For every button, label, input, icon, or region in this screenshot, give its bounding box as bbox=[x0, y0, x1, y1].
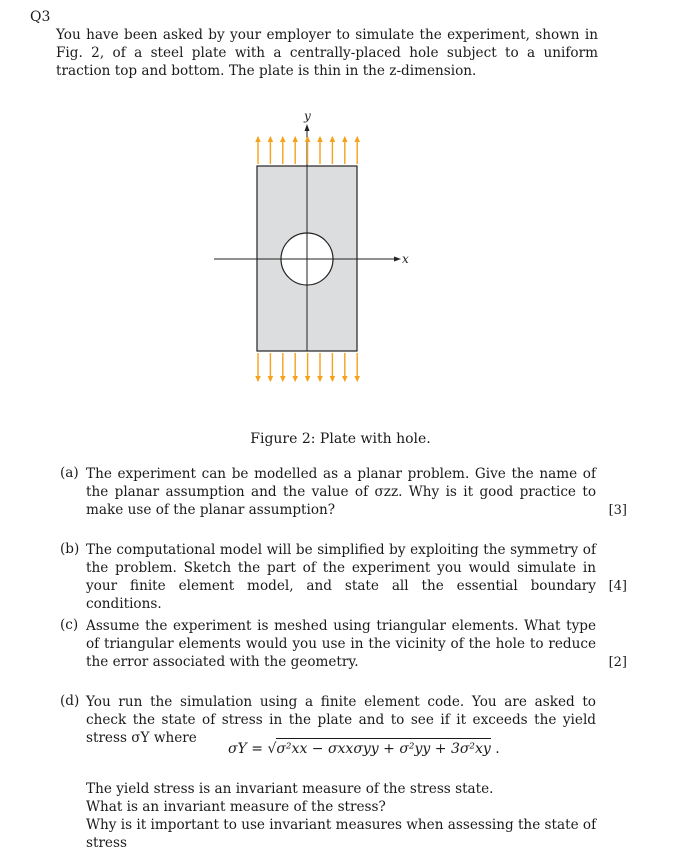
part-d-label: (d) bbox=[60, 693, 80, 709]
part-a-marks: [3] bbox=[608, 503, 627, 518]
top-traction-arrow-3 bbox=[280, 136, 286, 164]
bottom-traction-arrow-5 bbox=[305, 353, 311, 382]
top-traction-arrow-8 bbox=[342, 136, 348, 164]
plate-figure bbox=[200, 100, 440, 400]
bottom-traction-arrow-6 bbox=[317, 353, 323, 382]
part-c-text: Assume the experiment is meshed using triangular elements. What type of triangular elements would you use in the vicinity of the hole to reduce the error associated with the geometry. bbox=[86, 618, 596, 670]
top-traction-arrow-5 bbox=[305, 136, 311, 164]
part-b-marks: [4] bbox=[608, 579, 627, 594]
y-axis-arrowhead bbox=[305, 124, 310, 131]
bottom-traction-arrow-4 bbox=[292, 353, 298, 382]
top-traction-arrows bbox=[255, 136, 360, 164]
part-d bbox=[60, 693, 635, 746]
yield-equation: σY = √σ²xx − σxxσyy + σ²yy + 3σ²xy . bbox=[228, 738, 500, 757]
y-axis-label: y bbox=[304, 109, 311, 123]
bottom-traction-arrow-7 bbox=[330, 353, 336, 382]
part-a-text: The experiment can be modelled as a planar problem. Give the name of the planar assumption and the value of σzz. Why is it good practice to make use of the planar assumption? bbox=[86, 466, 596, 518]
top-traction-arrow-9 bbox=[354, 136, 360, 164]
bottom-traction-arrows bbox=[255, 353, 360, 382]
top-traction-arrow-1 bbox=[255, 136, 261, 164]
top-traction-arrow-4 bbox=[292, 136, 298, 164]
bottom-traction-arrow-2 bbox=[268, 353, 274, 382]
part-b bbox=[60, 541, 635, 612]
equation-lhs: σY bbox=[228, 741, 247, 757]
continuation-line-2: What is an invariant measure of the stress? bbox=[86, 799, 386, 815]
continuation-line-3: Why is it important to use invariant measures when assessing the state of stress bbox=[86, 817, 597, 851]
equation-rhs: σ²xx − σxxσyy + σ²yy + 3σ²xy bbox=[276, 738, 490, 757]
top-traction-arrow-6 bbox=[317, 136, 323, 164]
part-c-label: (c) bbox=[60, 617, 79, 633]
question-intro bbox=[56, 26, 598, 80]
part-b-text: The computational model will be simplified by exploiting the symmetry of the problem. Sketch the part of the experiment you would simulate in your finite element model, and state all the essential boundary conditions. bbox=[86, 542, 596, 612]
top-traction-arrow-7 bbox=[330, 136, 336, 164]
bottom-traction-arrow-3 bbox=[280, 353, 286, 382]
question-label: Q3 bbox=[30, 9, 51, 25]
continuation-line-1: The yield stress is an invariant measure of the stress state. bbox=[86, 781, 494, 797]
part-b-label: (b) bbox=[60, 541, 80, 557]
bottom-traction-arrow-9 bbox=[354, 353, 360, 382]
top-traction-arrow-2 bbox=[268, 136, 274, 164]
intro-text: You have been asked by your employer to simulate the experiment, shown in Fig. 2, of a steel plate with a centrally-placed hole subject to a uniform traction top and bottom. The plate is thin in the z-dimension. bbox=[56, 27, 598, 79]
figure-caption: Figure 2: Plate with hole. bbox=[250, 431, 431, 447]
x-axis-label: x bbox=[402, 252, 409, 266]
bottom-traction-arrow-8 bbox=[342, 353, 348, 382]
part-a bbox=[60, 465, 635, 525]
part-c bbox=[60, 617, 635, 677]
x-axis-arrowhead bbox=[394, 257, 401, 262]
bottom-traction-arrow-1 bbox=[255, 353, 261, 382]
part-c-marks: [2] bbox=[608, 655, 627, 670]
part-a-label: (a) bbox=[60, 465, 79, 481]
part-d-text: You run the simulation using a finite element code. You are asked to check the state of stress in the plate and to see if it exceeds the yield stress σY where bbox=[86, 694, 596, 746]
